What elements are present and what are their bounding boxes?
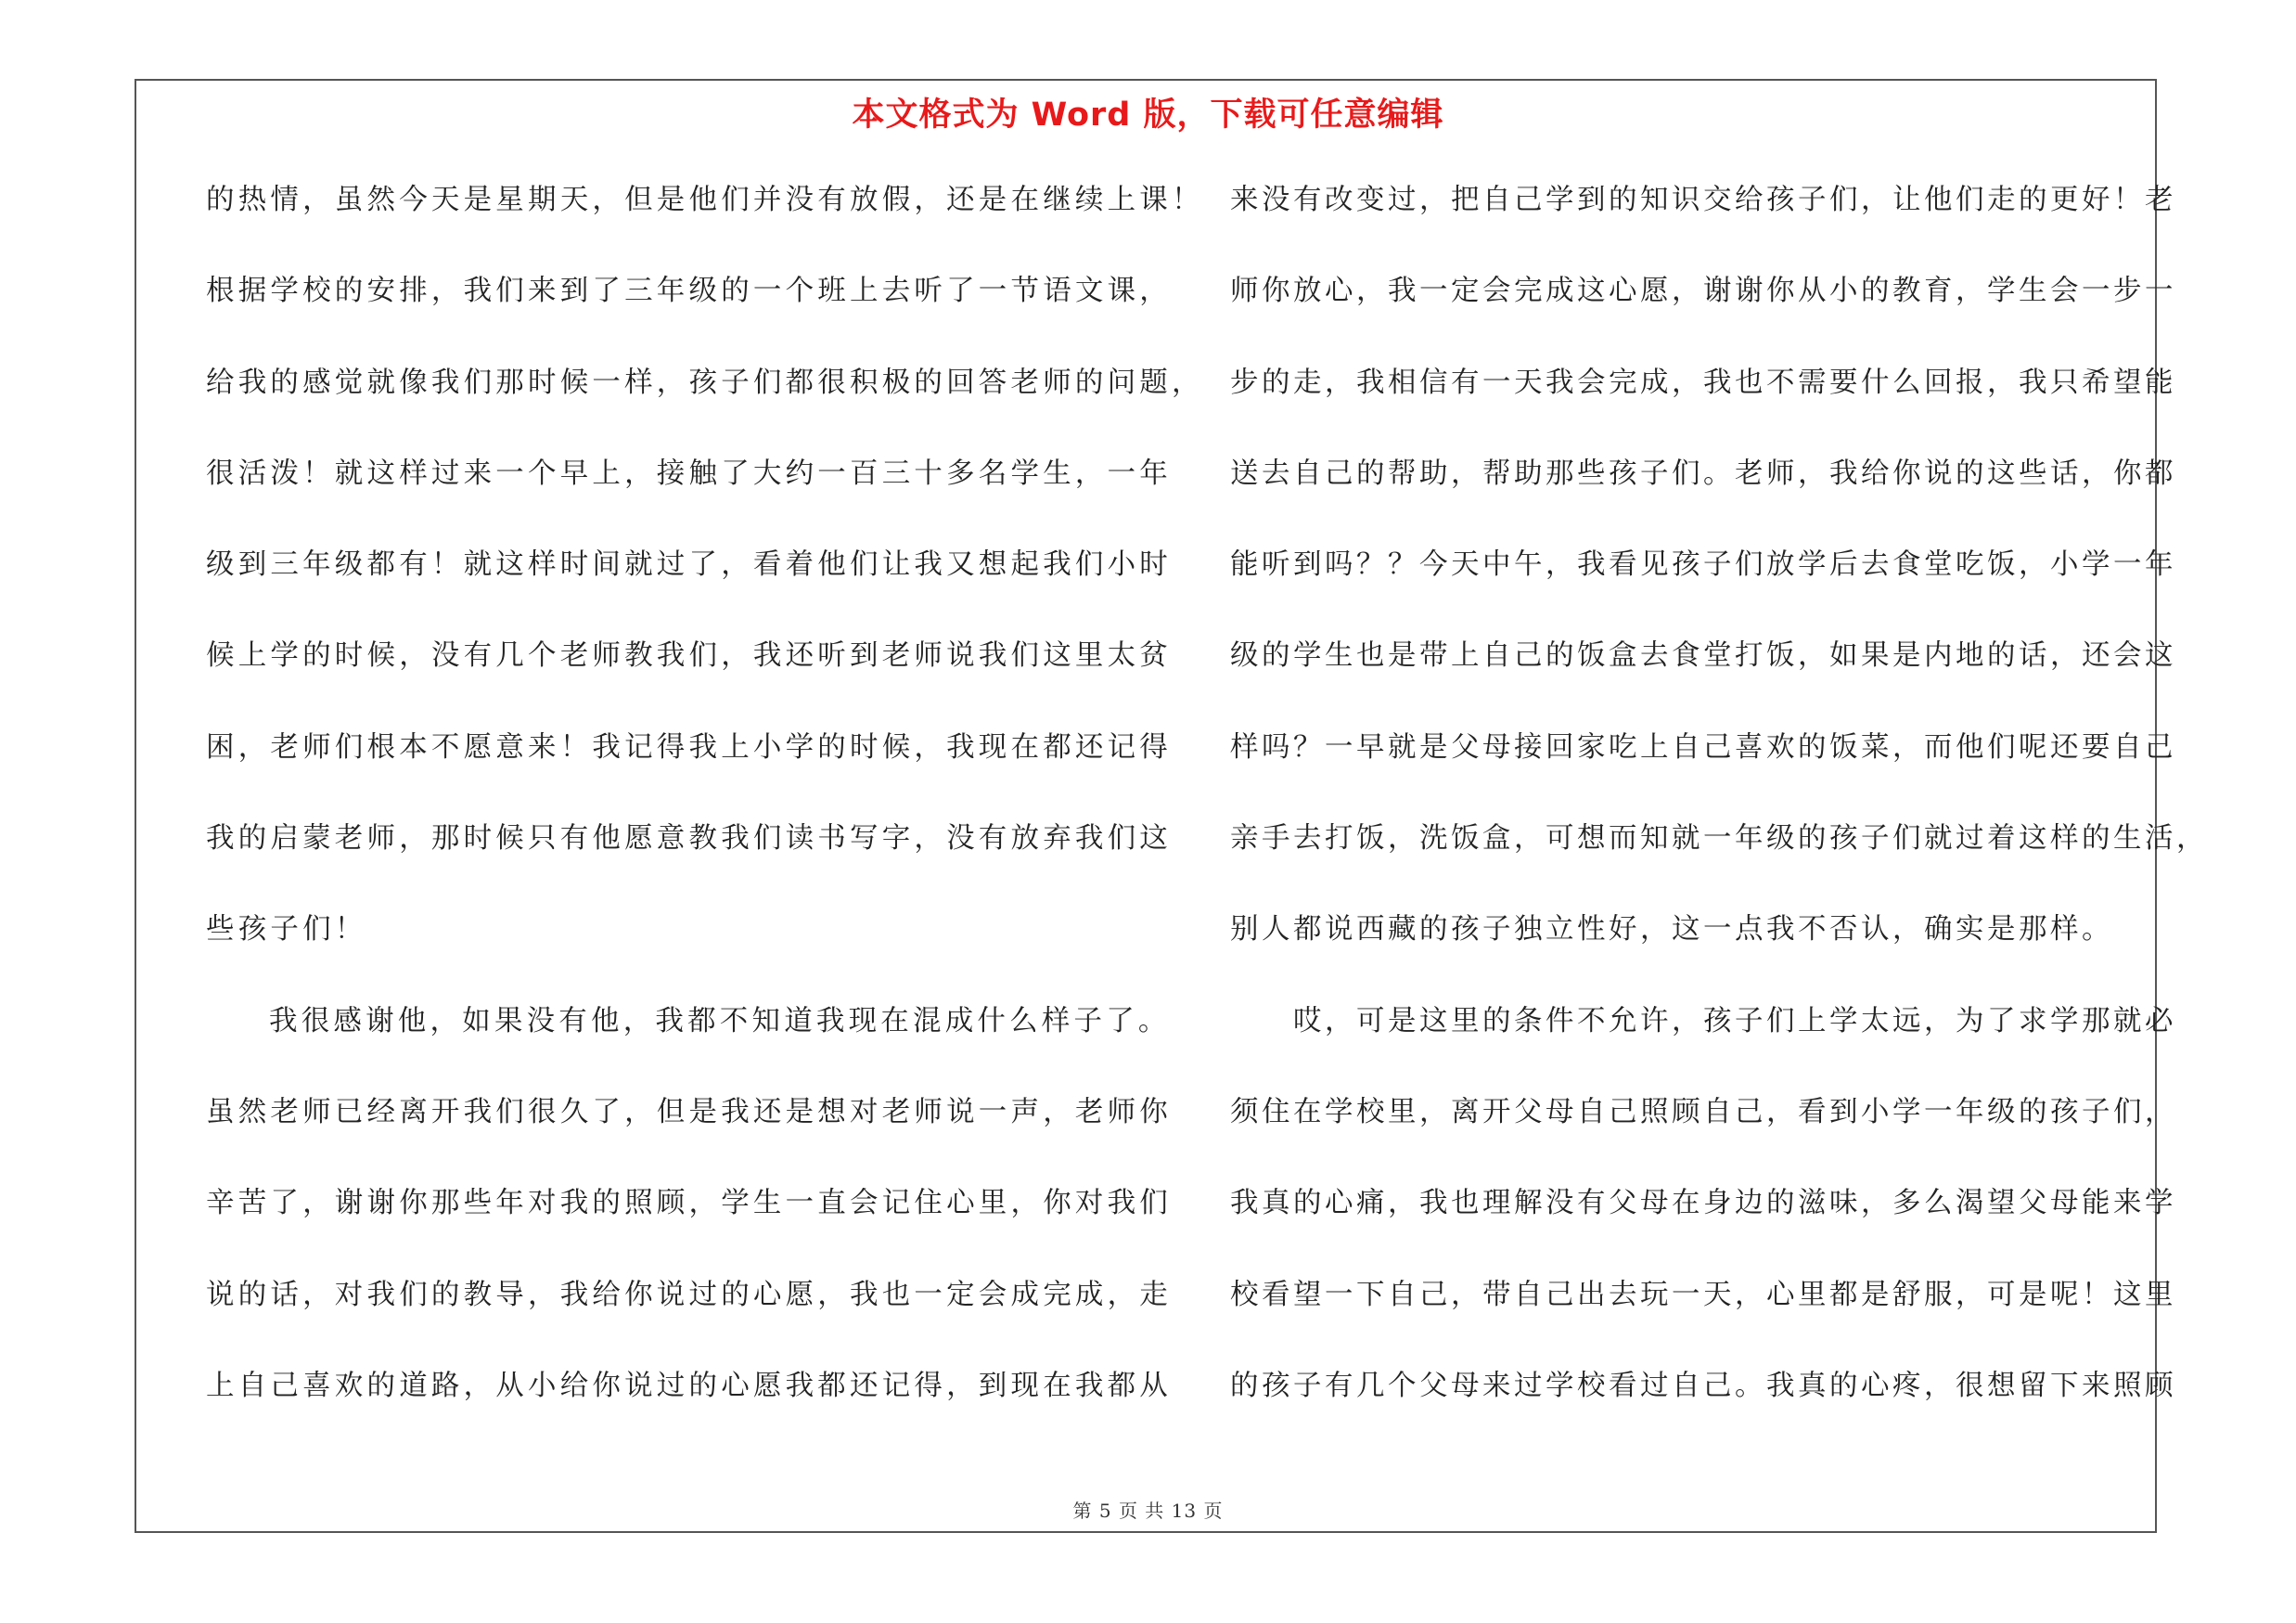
- text-line: 能听到吗？？今天中午，我看见孩子们放学后去食堂吃饭，小学一年: [1230, 548, 2176, 582]
- text-line: 辛苦了，谢谢你那些年对我的照顾，学生一直会记住心里，你对我们: [206, 1187, 1172, 1220]
- text-line: 说的话，对我们的教导，我给你说过的心愿，我也一定会成完成，走: [206, 1278, 1172, 1311]
- left-column: [206, 182, 1204, 1459]
- text-line: 别人都说西藏的孩子独立性好，这一点我不否认，确实是那样。: [1230, 913, 2113, 947]
- text-line: 送去自己的帮助，帮助那些孩子们。老师，我给你说的这些话，你都: [1230, 457, 2176, 490]
- text-line: 给我的感觉就像我们那时候一样，孩子们都很积极的回答老师的问题，: [206, 366, 1204, 399]
- text-line: 样吗？一早就是父母接回家吃上自己喜欢的饭菜，而他们呢还要自己: [1230, 730, 2176, 764]
- text-line: 师你放心，我一定会完成这心愿，谢谢你从小的教育，学生会一步一: [1230, 275, 2176, 308]
- text-line: 须住在学校里，离开父母自己照顾自己，看到小学一年级的孩子们，: [1230, 1095, 2176, 1128]
- text-line: 根据学校的安排，我们来到了三年级的一个班上去听了一节语文课，: [206, 275, 1172, 308]
- text-line: 上自己喜欢的道路，从小给你说过的心愿我都还记得，到现在我都从: [206, 1369, 1172, 1402]
- text-line: 级到三年级都有！就这样时间就过了，看着他们让我又想起我们小时: [206, 548, 1172, 582]
- text-line: 虽然老师已经离开我们很久了，但是我还是想对老师说一声，老师你: [206, 1095, 1172, 1128]
- text-line: 步的走，我相信有一天我会完成，我也不需要什么回报，我只希望能: [1230, 366, 2176, 399]
- text-line: 校看望一下自己，带自己出去玩一天，心里都是舒服，可是呢！这里: [1230, 1278, 2176, 1311]
- text-line: 亲手去打饭，洗饭盒，可想而知就一年级的孩子们就过着这样的生活，: [1230, 822, 2208, 856]
- text-line: 候上学的时候，没有几个老师教我们，我还听到老师说我们这里太贫: [206, 639, 1172, 673]
- text-line: 的热情，虽然今天是星期天，但是他们并没有放假，还是在继续上课！: [206, 184, 1204, 216]
- paragraph-start-line: 我很感谢他，如果没有他，我都不知道我现在混成什么样子了。: [269, 1004, 1171, 1037]
- text-line: 级的学生也是带上自己的饭盒去食堂打饭，如果是内地的话，还会这: [1230, 639, 2176, 673]
- text-line: 困，老师们根本不愿意来！我记得我上小学的时候，我现在都还记得: [206, 730, 1172, 764]
- text-line: 很活泼！就这样过来一个早上，接触了大约一百三十多名学生，一年: [206, 457, 1172, 490]
- format-banner: 本文格式为 Word 版，下载可任意编辑: [852, 97, 1444, 134]
- text-line: 我真的心痛，我也理解没有父母在身边的滋味，多么渴望父母能来学: [1230, 1187, 2176, 1220]
- text-line: 些孩子们！: [206, 913, 367, 947]
- page-number-footer: 第 5 页 共 13 页: [1072, 1500, 1224, 1522]
- text-line: 来没有改变过，把自己学到的知识交给孩子们，让他们走的更好！老: [1230, 184, 2176, 216]
- right-column: [1230, 182, 2208, 1459]
- text-line: 的孩子有几个父母来过学校看过自己。我真的心疼，很想留下来照顾: [1230, 1369, 2176, 1402]
- text-line: 我的启蒙老师，那时候只有他愿意教我们读书写字，没有放弃我们这: [206, 822, 1172, 856]
- paragraph-start-line: 哎，可是这里的条件不允许，孩子们上学太远，为了求学那就必: [1293, 1004, 2176, 1037]
